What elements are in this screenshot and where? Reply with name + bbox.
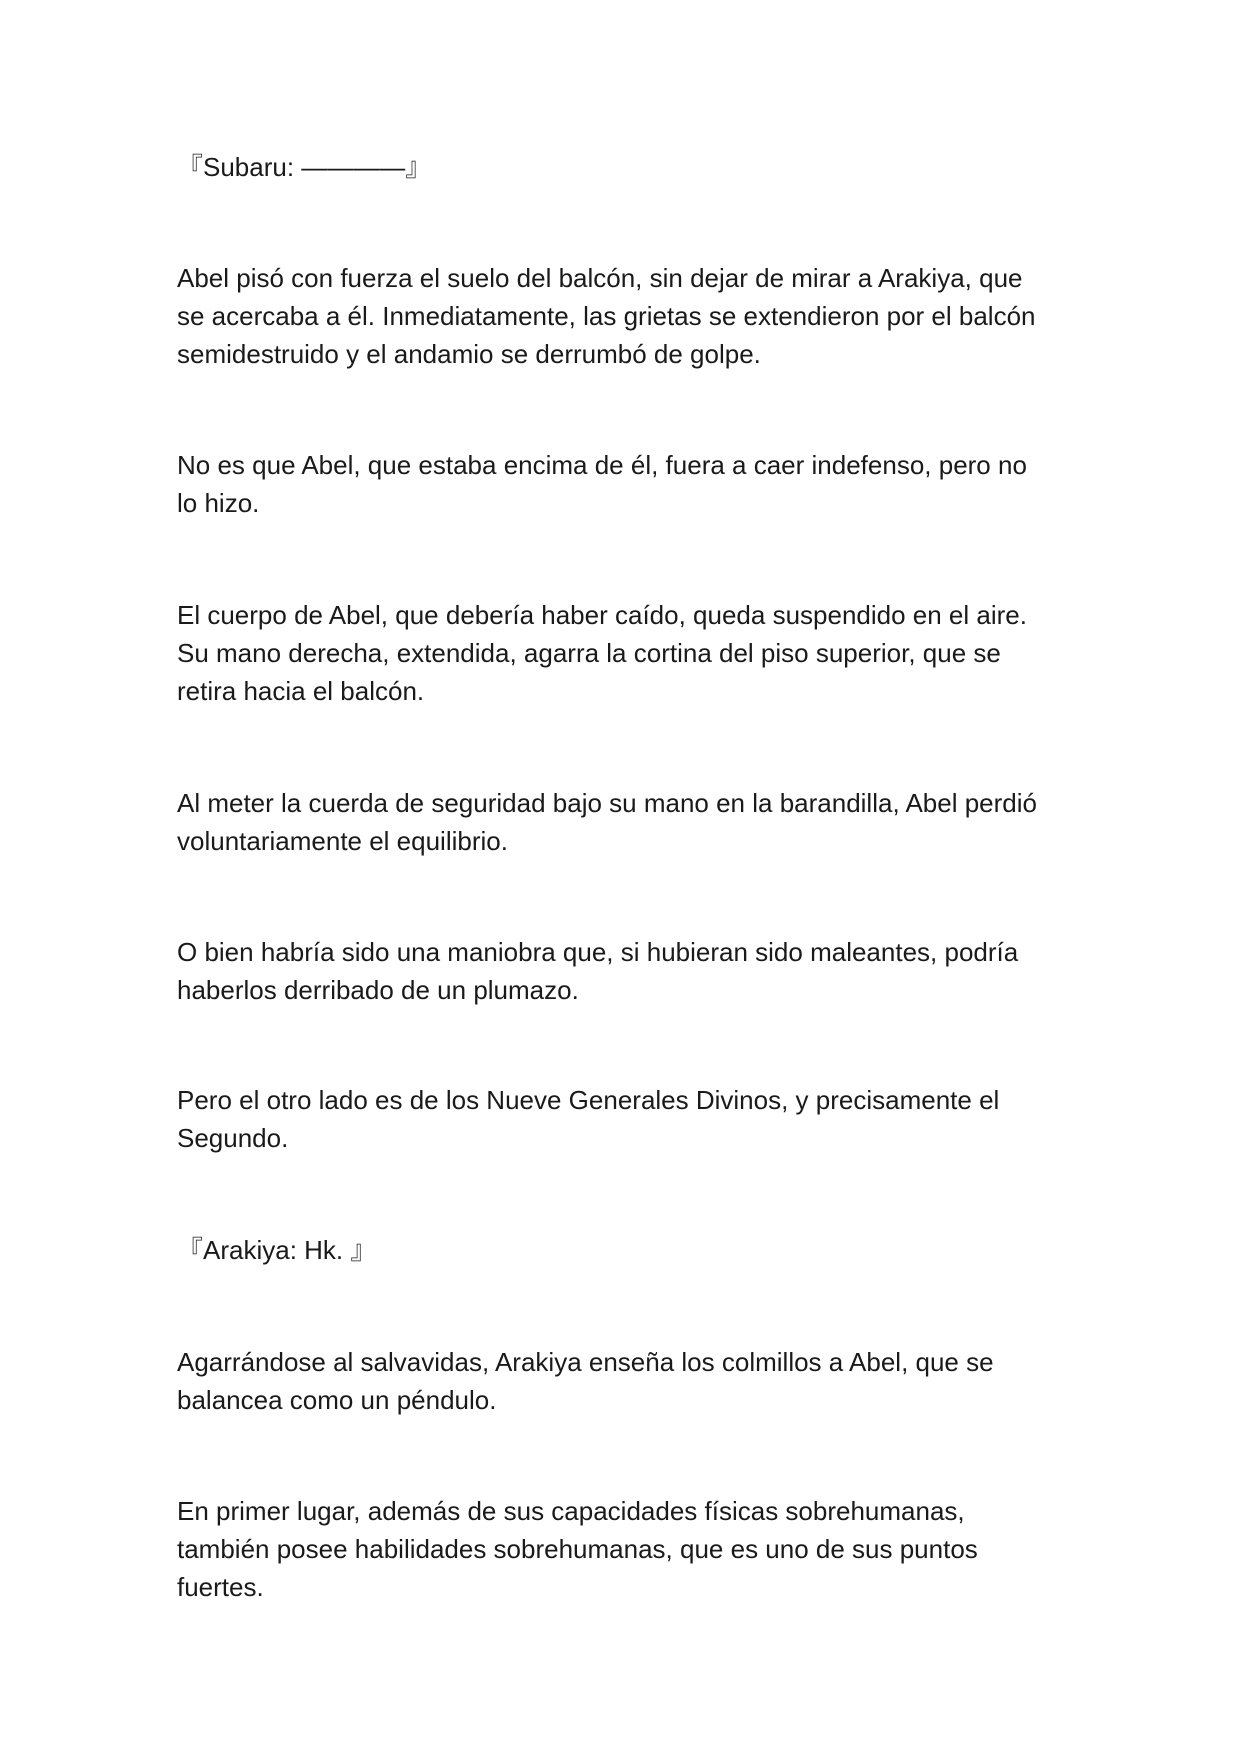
dialogue-arakiya: 『Arakiya: Hk. 』	[177, 1235, 377, 1265]
paragraph-3: El cuerpo de Abel, que debería haber caído, queda suspendido en el aire. Su mano derecha, extendida, agarra la cortina del piso superior, que se retira hacia el balcón.	[177, 600, 1027, 706]
paragraph-2: No es que Abel, que estaba encima de él, fuera a caer indefenso, pero no lo hizo.	[177, 450, 1027, 518]
dialogue-subaru: 『Subaru: ————』	[177, 152, 432, 182]
paragraph-1: Abel pisó con fuerza el suelo del balcón, sin dejar de mirar a Arakiya, que se acercaba a él. Inmediatamente, las grietas se extendieron por el balcón semidestruido y el andamio se derrumbó de golpe.	[177, 263, 1036, 369]
paragraph-6: Pero el otro lado es de los Nueve Generales Divinos, y precisamente el Segundo.	[177, 1085, 1000, 1153]
paragraph-5: O bien habría sido una maniobra que, si hubieran sido maleantes, podría haberlos derribado de un plumazo.	[177, 937, 1019, 1005]
paragraph-8: En primer lugar, además de sus capacidades físicas sobrehumanas, también posee habilidades sobrehumanas, que es uno de sus puntos fuertes.	[177, 1496, 978, 1602]
paragraph-4: Al meter la cuerda de seguridad bajo su mano en la barandilla, Abel perdió voluntariamente el equilibrio.	[177, 788, 1037, 856]
paragraph-7: Agarrándose al salvavidas, Arakiya enseña los colmillos a Abel, que se balancea como un péndulo.	[177, 1347, 994, 1415]
